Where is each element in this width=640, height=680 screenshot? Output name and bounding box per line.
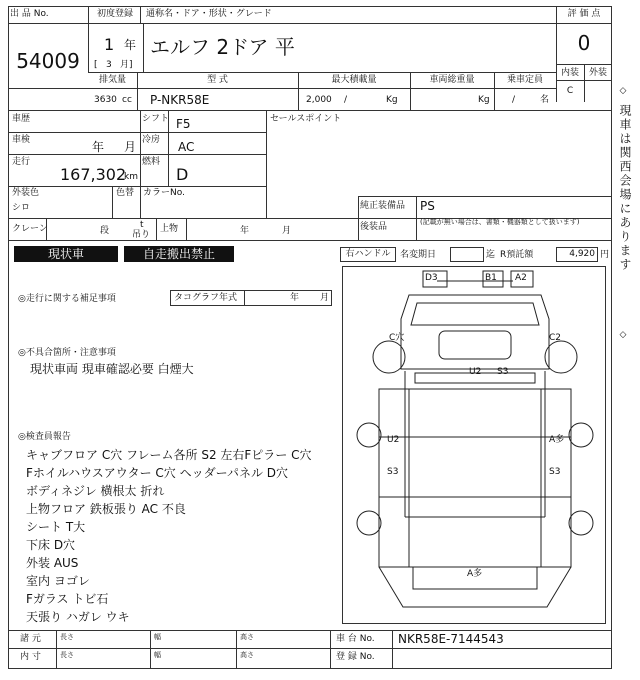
- lot-number: 54009: [16, 49, 80, 73]
- model-name: エルフ 2ドア 平: [150, 35, 295, 59]
- inspector-line-8: 室内 ヨゴレ: [26, 574, 90, 588]
- aftermarket-note: (記載が無い場合は、書類・機器類として扱います): [420, 218, 580, 226]
- inspector-title: ◎検査員報告: [18, 432, 71, 442]
- height-label-1: 高さ: [240, 633, 254, 641]
- tacho-label: タコグラフ年式: [174, 293, 238, 303]
- no-self-drive-badge: 自走搬出禁止: [124, 246, 234, 262]
- history-label: 車歴: [12, 114, 31, 124]
- reg-year: 1: [104, 35, 115, 54]
- diagram-label-a-many-bottom: A多: [467, 569, 483, 579]
- interior-grade-label: 内装: [560, 68, 579, 78]
- length-label-1: 長さ: [60, 633, 74, 641]
- crane-label: クレーン: [12, 224, 48, 234]
- diagram-label-a2: A2: [515, 273, 527, 283]
- diagram-label-c2: C2: [549, 333, 562, 343]
- shift-label: シフト: [142, 114, 170, 124]
- standard-equipment-label: 純正装備品: [360, 201, 406, 211]
- type-label: 型 式: [207, 75, 228, 85]
- mileage-unit: km: [124, 172, 138, 182]
- aircon-value: AC: [178, 140, 195, 154]
- aftermarket-label: 後装品: [360, 222, 388, 232]
- crane-ton: t: [140, 220, 144, 230]
- max-load-slash: /: [344, 95, 348, 105]
- inspector-line-2: Fホイルハウスアウター C穴 ヘッダーパネル D穴: [26, 466, 289, 480]
- defect-title: ◎不具合箇所・注意事項: [18, 348, 116, 358]
- tacho-year: 年: [290, 293, 300, 303]
- name-change-box: [450, 247, 484, 262]
- gross-weight-unit: Kg: [478, 95, 490, 105]
- inspector-line-10: 天張り ハガレ ウキ: [26, 610, 130, 624]
- lot-label: 出 品 No.: [10, 9, 49, 19]
- chassis-number: NKR58E-7144543: [398, 632, 504, 646]
- specs-label: 諸 元: [20, 634, 41, 644]
- reg-month: 3: [106, 60, 112, 70]
- color-label: 外装色: [12, 188, 40, 198]
- damage-diagram: [342, 266, 606, 624]
- height-label-2: 高さ: [240, 651, 254, 659]
- side-notice: 現車は関西会場にあります: [618, 104, 632, 272]
- inner-dim-label: 内 寸: [20, 652, 41, 662]
- crane-stage: 段: [100, 226, 110, 236]
- width-label-2: 幅: [154, 651, 161, 659]
- recycle-label: R預託額: [500, 250, 534, 260]
- inspector-line-7: 外装 AUS: [26, 556, 79, 570]
- deck-month: 月: [282, 226, 292, 236]
- recycle-unit: 円: [600, 250, 610, 260]
- diagram-label-b1: B1: [485, 273, 497, 283]
- width-label-1: 幅: [154, 633, 161, 641]
- inspector-line-1: キャブフロア C穴 フレーム各所 S2 左右Fピラー C穴: [26, 448, 312, 462]
- inspector-line-9: Fガラス トビ石: [26, 592, 109, 606]
- inspector-line-4: 上物フロア 鉄板張り AC 不良: [26, 502, 186, 516]
- diagram-label-u2-left: U2: [387, 435, 400, 445]
- first-reg-label: 初度登録: [96, 9, 133, 19]
- seating-label: 乗車定員: [506, 75, 543, 85]
- grade-label: 評 価 点: [567, 9, 601, 19]
- overall-grade: 0: [577, 31, 591, 55]
- displacement-label: 排気量: [98, 75, 126, 85]
- recycle-amount: 4,920: [556, 247, 598, 262]
- seating-slash: /: [512, 95, 516, 105]
- max-load-label: 最大積載量: [331, 75, 377, 85]
- inspection-year: 年: [92, 140, 105, 154]
- defect-text: 現状車両 現車確認必要 白煙大: [30, 362, 194, 376]
- diagram-label-s3-left: S3: [387, 467, 399, 477]
- mileage-label: 走行: [12, 157, 31, 167]
- current-car-badge: 現状車: [14, 246, 118, 262]
- mileage-value: 167,302: [60, 165, 127, 184]
- standard-equipment: PS: [420, 199, 435, 213]
- name-change-until: 迄: [486, 250, 496, 260]
- diagram-label-s3-top: S3: [497, 367, 509, 377]
- inspector-line-3: ボディネジレ 横根太 折れ: [26, 484, 165, 498]
- gross-weight-label: 車両総重量: [429, 75, 475, 85]
- inspection-month: 月: [124, 140, 137, 154]
- side-top-mark: ◇: [619, 86, 627, 96]
- diagram-label-u2-top: U2: [469, 367, 482, 377]
- inspection-label: 車検: [12, 135, 31, 145]
- max-load-unit: Kg: [386, 95, 398, 105]
- chassis-label: 車 台 No.: [336, 634, 375, 644]
- right-handle-box: 右ハンドル: [340, 247, 396, 262]
- color-code-label: カラーNo.: [143, 188, 185, 198]
- name-change-label: 名変期日: [400, 250, 437, 260]
- reg-year-unit: 年: [124, 38, 137, 52]
- color-value: シロ: [12, 203, 31, 213]
- registration-label: 登 録 No.: [336, 652, 375, 662]
- max-load-value: 2,000: [306, 95, 332, 105]
- tacho-month: 月: [320, 293, 330, 303]
- shift-value: F5: [176, 117, 191, 131]
- inspector-line-5: シート T大: [26, 520, 86, 534]
- diagram-label-d3: D3: [425, 273, 438, 283]
- interior-grade: C: [566, 86, 574, 96]
- aircon-label: 冷房: [142, 135, 161, 145]
- deck-label: 上物: [160, 224, 179, 234]
- deck-year: 年: [240, 226, 250, 236]
- fuel-value: D: [176, 165, 189, 184]
- diagram-label-a-many-right: A多: [549, 435, 565, 445]
- side-bottom-mark: ◇: [619, 330, 627, 340]
- fuel-label: 燃料: [142, 157, 161, 167]
- diagram-label-c-hole: C穴: [389, 333, 405, 343]
- model-label: 通称名・ドア・形状・グレード: [146, 9, 272, 19]
- reg-month-open: [: [94, 60, 98, 70]
- sales-point-label: セールスポイント: [270, 114, 342, 124]
- displacement-unit: cc: [122, 95, 132, 105]
- type-value: P-NKR58E: [150, 93, 210, 107]
- seating-unit: 名: [540, 95, 550, 105]
- reg-month-unit: 月]: [120, 60, 133, 70]
- inspector-line-6: 下床 D穴: [26, 538, 76, 552]
- color-change-label: 色替: [116, 188, 135, 198]
- diagram-label-s3-right: S3: [549, 467, 561, 477]
- exterior-grade-label: 外装: [588, 68, 607, 78]
- crane-hang: 吊り: [132, 230, 151, 240]
- length-label-2: 長さ: [60, 651, 74, 659]
- driving-notes-title: ◎走行に関する補足事項: [18, 294, 116, 304]
- displacement-value: 3630: [94, 95, 117, 105]
